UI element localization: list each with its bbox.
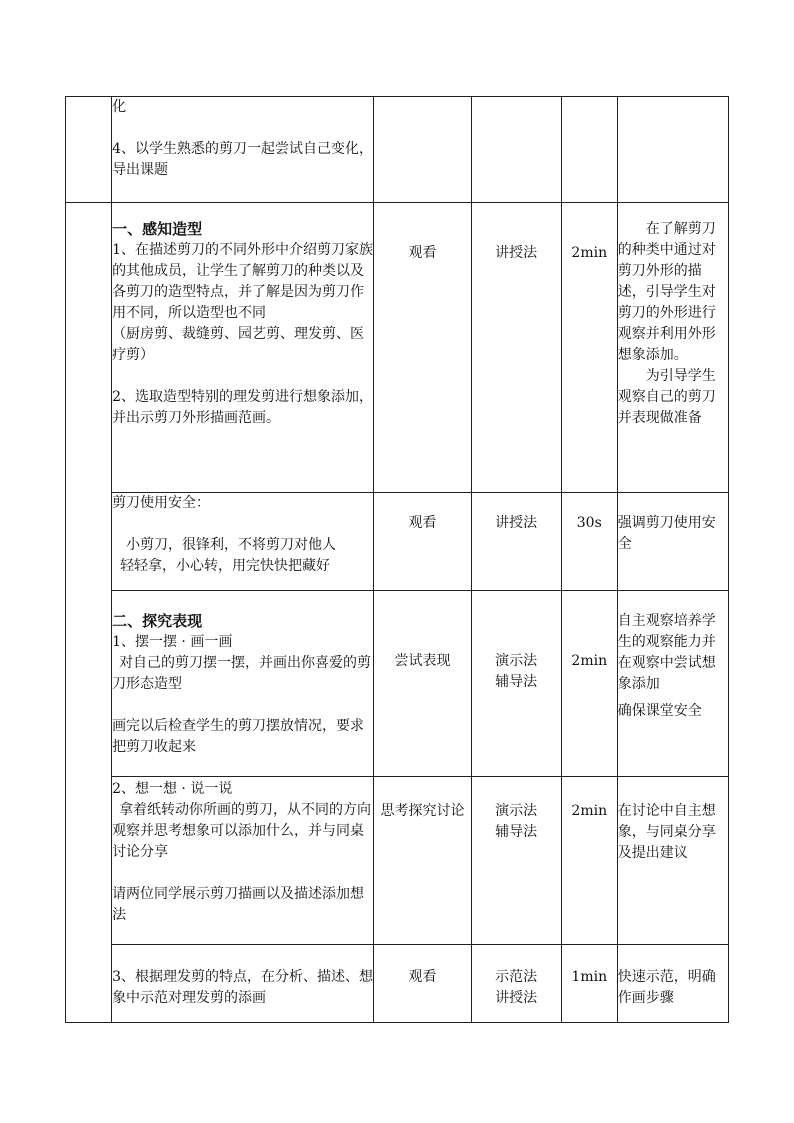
student-activity-cell: 思考探究讨论 bbox=[374, 777, 471, 945]
table-row bbox=[66, 945, 729, 1023]
method-cell bbox=[471, 591, 561, 777]
time-cell: 2min bbox=[561, 777, 617, 945]
content-text: 拿着纸转动你所画的剪刀，从不同的方向观察并思考想象可以添加什么，并与同桌讨论分享 bbox=[112, 802, 372, 860]
time-cell: 2min bbox=[561, 591, 617, 777]
intent-text: 为引导学生观察自己的剪刀并表现做准备 bbox=[617, 368, 716, 426]
content-text: 2、想一想 · 说一说 bbox=[112, 781, 233, 797]
method-text: 演示法 bbox=[495, 803, 538, 819]
intent-cell bbox=[617, 591, 728, 777]
content-text: 小剪刀，很锋利，不将剪刀对他人 bbox=[126, 537, 337, 553]
method-cell bbox=[471, 97, 561, 203]
table-row bbox=[66, 591, 729, 777]
method-text: 示范法 bbox=[495, 969, 538, 985]
table-row bbox=[66, 777, 729, 945]
content-text: 1、在描述剪刀的不同外形中介绍剪刀家族的其他成员，让学生了解剪刀的种类以及各剪刀的造型特点，并了解是因为剪刀作用不同，所以造型也不同 bbox=[112, 242, 373, 321]
teaching-content-cell bbox=[112, 591, 374, 777]
intent-text: 自主观察培养学生的观察能力并在观察中尝试想象添加 bbox=[617, 613, 716, 692]
student-activity-cell bbox=[374, 97, 471, 203]
method-cell: 讲授法 bbox=[471, 203, 561, 493]
content-text: 剪刀使用安全： bbox=[112, 495, 211, 511]
table-row bbox=[66, 203, 729, 493]
lesson-plan-table bbox=[65, 96, 729, 1023]
student-activity-cell: 尝试表现 bbox=[374, 591, 471, 777]
method-text: 辅导法 bbox=[495, 674, 538, 690]
content-text: 请两位同学展示剪刀描画以及描述添加想法 bbox=[112, 886, 365, 923]
student-activity-cell: 观看 bbox=[374, 203, 471, 493]
time-cell: 2min bbox=[561, 203, 617, 493]
section-label-classroom-development bbox=[66, 203, 112, 1023]
table-row bbox=[66, 97, 729, 203]
method-cell bbox=[471, 945, 561, 1023]
time-cell: 1min bbox=[561, 945, 617, 1023]
section-heading: 二、探究表现 bbox=[112, 612, 203, 630]
intent-cell: 快速示范，明确作画步骤 bbox=[617, 945, 728, 1023]
content-text: 4、以学生熟悉的剪刀一起尝试自己变化，导出课题 bbox=[112, 141, 373, 178]
method-cell: 讲授法 bbox=[471, 493, 561, 591]
content-text: 化 bbox=[112, 99, 127, 115]
content-text: 3、根据理发剪的特点，在分析、描述、想象中示范对理发剪的添画 bbox=[112, 969, 373, 1006]
table-row bbox=[66, 493, 729, 591]
intent-cell: 强调剪刀使用安全 bbox=[617, 493, 728, 591]
content-text: （厨房剪、裁缝剪、园艺剪、理发剪、医疗剪） bbox=[112, 326, 365, 363]
intent-cell: 在讨论中自主想象，与同桌分享及提出建议 bbox=[617, 777, 728, 945]
intent-cell bbox=[617, 97, 728, 203]
intent-cell bbox=[617, 203, 728, 493]
student-activity-cell: 观看 bbox=[374, 493, 471, 591]
content-text: 轻轻拿，小心转，用完快快把藏好 bbox=[120, 558, 331, 574]
time-cell: 30s bbox=[561, 493, 617, 591]
method-text: 演示法 bbox=[495, 653, 538, 669]
teaching-content-cell bbox=[112, 493, 374, 591]
content-text: 2、选取造型特别的理发剪进行想象添加，并出示剪刀外形描画范画。 bbox=[112, 389, 373, 426]
section-cell-empty bbox=[66, 97, 112, 203]
teaching-content-cell bbox=[112, 777, 374, 945]
teaching-content-cell bbox=[112, 203, 374, 493]
content-text: 对自己的剪刀摆一摆，并画出你喜爱的剪刀形态造型 bbox=[112, 655, 372, 692]
intent-text: 确保课堂安全 bbox=[617, 703, 702, 719]
student-activity-cell: 观看 bbox=[374, 945, 471, 1023]
method-text: 讲授法 bbox=[495, 990, 538, 1006]
teaching-content-cell bbox=[112, 945, 374, 1023]
teaching-content-cell bbox=[112, 97, 374, 203]
section-heading: 一、感知造型 bbox=[112, 220, 203, 238]
method-cell bbox=[471, 777, 561, 945]
time-cell bbox=[561, 97, 617, 203]
content-text: 1、摆一摆 · 画一画 bbox=[112, 634, 233, 650]
intent-text: 在了解剪刀的种类中通过对剪刀外形的描述，引导学生对剪刀的外形进行观察并利用外形想象添加。 bbox=[617, 221, 716, 363]
content-text: 画完以后检查学生的剪刀摆放情况，要求把剪刀收起来 bbox=[112, 718, 365, 755]
method-text: 辅导法 bbox=[495, 824, 538, 840]
